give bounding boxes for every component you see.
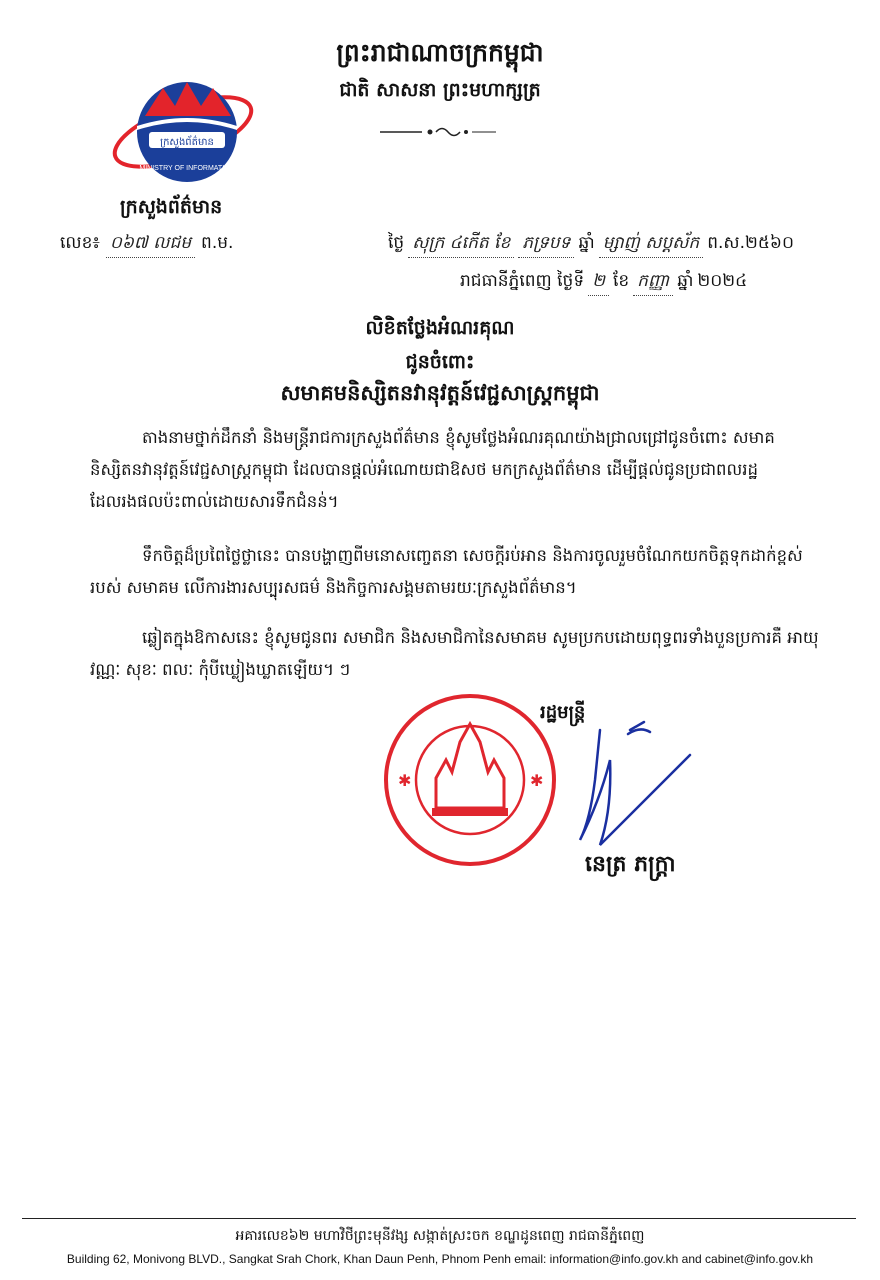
year-label: ឆ្នាំ [677, 271, 694, 291]
lunar-day: សុក្រ ៤កើត ខែ [408, 232, 514, 258]
footer-address-khmer: អគារលេខ៦២ មហាវិថីព្រះមុនីវង្ស សង្កាត់ស្រះចក ខណ្ឌដូនពេញ រាជធានីភ្នំពេញ [235, 1228, 645, 1244]
minister-title: រដ្ឋមន្ត្រី [540, 702, 586, 723]
kingdom-heading: ព្រះរាជាណាចក្រកម្ពុជា [336, 38, 544, 67]
handwritten-signature [540, 720, 710, 860]
letter-to: ជូនចំពោះ [405, 351, 475, 373]
svg-text:ក្រសួងព័ត៌មាន: ក្រសួងព័ត៌មាន [160, 137, 214, 148]
lunar-prefix: ថ្ងៃ [388, 233, 405, 253]
official-seal-stamp [380, 690, 560, 870]
reference-number: ០៦៧ លជម [106, 232, 195, 258]
footer-address-english: Building 62, Monivong BLVD., Sangkat Srah Chork, Khan Daun Penh, Phnom Penh email: information@info.gov.kh and cabinet@info.gov.kh [66, 1252, 814, 1266]
national-motto: ជាតិ សាសនា ព្រះមហាក្សត្រ [339, 79, 541, 101]
letter-recipient: សមាគមនិស្សិតនវានុវត្តន៍វេជ្ជសាស្ត្រកម្ពុជា [280, 381, 600, 405]
svg-text:✱: ✱ [530, 771, 544, 790]
lunar-month: ភទ្របទ [518, 232, 574, 258]
svg-text:MINISTRY OF INFORMATION: MINISTRY OF INFORMATION [139, 165, 235, 172]
ministry-logo [105, 70, 255, 195]
letter-subject: លិខិតថ្លែងអំណរគុណ [365, 317, 515, 339]
reference-number-row [60, 232, 233, 258]
ministry-name: ក្រសួងព័ត៌មាន [120, 196, 223, 218]
lunar-year: ម្សាញ់ សប្តស័ក [599, 232, 704, 258]
lunar-year-label: ឆ្នាំ [578, 233, 595, 253]
footer-divider [22, 1218, 856, 1219]
city-date-row [460, 270, 747, 296]
body-paragraph-3: ឆ្លៀតក្នុងឱកាសនេះ ខ្ញុំសូមជូនពរ សមាជិក និងសមាជិកានៃសមាគម សូមប្រកបដោយពុទ្ធពរទាំងបួនប្រការគឺ អាយុ វណ្ណៈ សុខៈ ពលៈ កុំបីឃ្លៀងឃ្លាតឡើយ។ ៗ [90, 628, 819, 679]
reference-label: លេខ៖ [60, 233, 100, 253]
date-year: ២០២៤ [697, 271, 748, 291]
month-label: ខែ [612, 271, 630, 291]
minister-name: នេត្រ ភក្ត្រា [585, 852, 676, 877]
body-paragraph-2: ទឹកចិត្តដ៏ប្រពៃថ្លៃថ្លានេះ បានបង្ហាញពីមនោសញ្ចេតនា សេចក្តីរប់អាន និងការចូលរួមចំណែកយកចិត្តទុកដាក់ខ្ពស់របស់ សមាគម លើការងារសប្បុរសធម៌ និងកិច្ចការសង្គមតាមរយៈក្រសួងព័ត៌មាន។ [90, 546, 803, 597]
city-label: រាជធានីភ្នំពេញ ថ្ងៃទី [460, 271, 585, 291]
svg-text:✱: ✱ [398, 771, 412, 790]
body-paragraph-1: តាងនាមថ្នាក់ដឹកនាំ និងមន្ត្រីរាជការក្រសួងព័ត៌មាន ខ្ញុំសូមថ្លែងអំណរគុណយ៉ាងជ្រាលជ្រៅជូនចំពោះ សមាគនិស្សិតនវានុវត្តន៍វេជ្ជសាស្ត្រកម្ពុជា ដែលបានផ្តល់អំណោយជាឱសថ មកក្រសួងព័ត៌មាន ដើម្បីផ្តល់ជូនប្រជាពលរដ្ឋដែលរងផលប៉ះពាល់ដោយសារទឹកជំនន់។ [90, 428, 775, 511]
date-day: ២ [588, 270, 609, 296]
reference-suffix: ព.ម. [201, 233, 234, 253]
ornament-divider [378, 122, 498, 142]
buddhist-era: ព.ស.២៥៦០ [707, 233, 794, 253]
lunar-date-row [388, 232, 794, 258]
date-month: កញ្ញា [633, 270, 673, 296]
